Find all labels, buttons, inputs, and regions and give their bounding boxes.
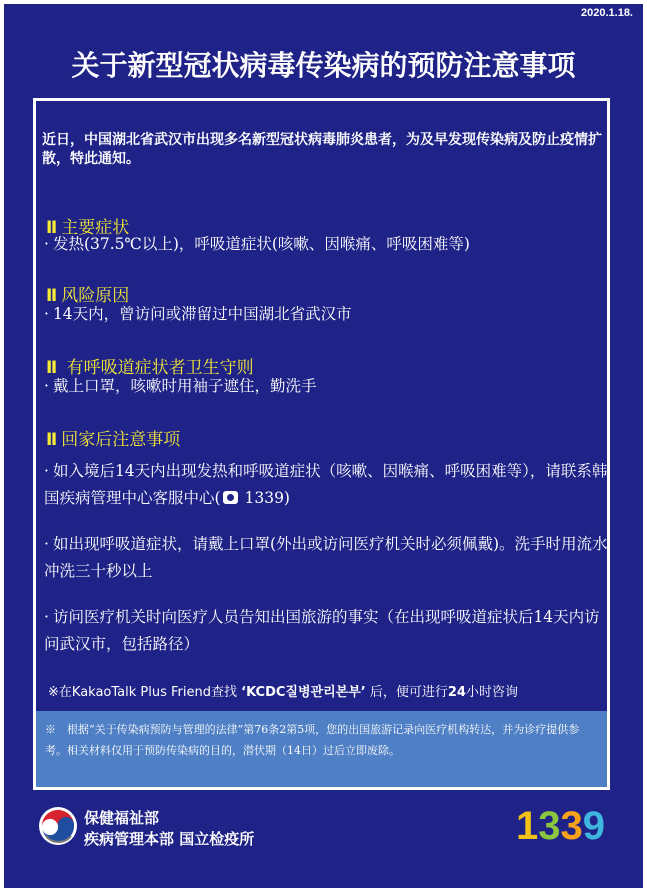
list-item: · 访问医疗机关时向医疗人员告知出国旅游的事实（在出现呼吸道症状后14天内访问武汉市，包括路径） bbox=[44, 608, 600, 653]
content-panel bbox=[33, 98, 610, 790]
list-item: · 如出现呼吸道症状，请戴上口罩(外出或访问医疗机关时必须佩戴)。洗手时用流水冲洗三十秒以上 bbox=[44, 535, 608, 580]
section-title-risk: Ⅱ 风险原因 bbox=[46, 286, 130, 306]
section-title-after-return: Ⅱ 回家后注意事项 bbox=[46, 430, 181, 450]
hotline-digit: 3 bbox=[560, 804, 583, 848]
section-title-symptoms: Ⅱ 主要症状 bbox=[46, 218, 130, 238]
poster bbox=[4, 4, 643, 888]
org-name-kcdc: 疾病管理本部 国立检疫所 bbox=[84, 830, 255, 848]
list-item: · 14天内，曾访问或滞留过中国湖北省武汉市 bbox=[44, 305, 352, 323]
hotline-digit: 3 bbox=[538, 804, 561, 848]
footer bbox=[4, 794, 643, 888]
kakao-consult-text: ※在KakaoTalk Plus Friend查找 ‘KCDC질병관리본부’ 后，便可进行24小时咨询 bbox=[48, 685, 518, 700]
taegeuk-logo-icon bbox=[38, 806, 78, 846]
kakao-channel-name: ‘KCDC질병관리본부’ bbox=[241, 685, 366, 700]
legal-note-box bbox=[36, 711, 607, 787]
section-marker: Ⅱ bbox=[46, 218, 58, 238]
intro-text: 近日，中国湖北省武汉市出现多名新型冠状病毒肺炎患者，为及早发现传染病及防止疫情扩散，特此通知。 bbox=[42, 132, 602, 167]
phone-icon bbox=[223, 491, 238, 504]
date-label: 2020.1.18. bbox=[581, 7, 633, 19]
hotline-logo bbox=[516, 804, 616, 848]
list-item: · 如入境后14天内出现发热和呼吸道症状（咳嗽、因喉痛、呼吸困难等），请联系韩国疾病管理中心客服中心( 1339) bbox=[44, 462, 608, 507]
hotline-digit: 1 bbox=[516, 804, 539, 848]
list-item: · 发热(37.5℃以上)，呼吸道症状(咳嗽、因喉痛、呼吸困难等) bbox=[44, 235, 470, 253]
page-title: 关于新型冠状病毒传染病的预防注意事项 bbox=[71, 49, 576, 82]
section-marker: Ⅱ bbox=[46, 286, 58, 306]
section-title-hygiene: Ⅱ 有呼吸道症状者卫生守则 bbox=[46, 358, 254, 378]
list-item: · 戴上口罩，咳嗽时用袖子遮住，勤洗手 bbox=[44, 377, 317, 395]
hotline-digit: 9 bbox=[582, 804, 605, 848]
org-name-ministry: 保健福祉部 bbox=[84, 809, 160, 827]
section-marker: Ⅱ bbox=[46, 358, 58, 378]
legal-note-text: ※ 根据“关于传染病预防与管理的法律”第76条2第5项，您的出国旅游记录向医疗机构转达，并为诊疗提供参考。相关材料仅用于预防传染病的目的，潜伏期（14日）过后立即废除。 bbox=[45, 723, 580, 757]
section-marker: Ⅱ bbox=[46, 430, 58, 450]
